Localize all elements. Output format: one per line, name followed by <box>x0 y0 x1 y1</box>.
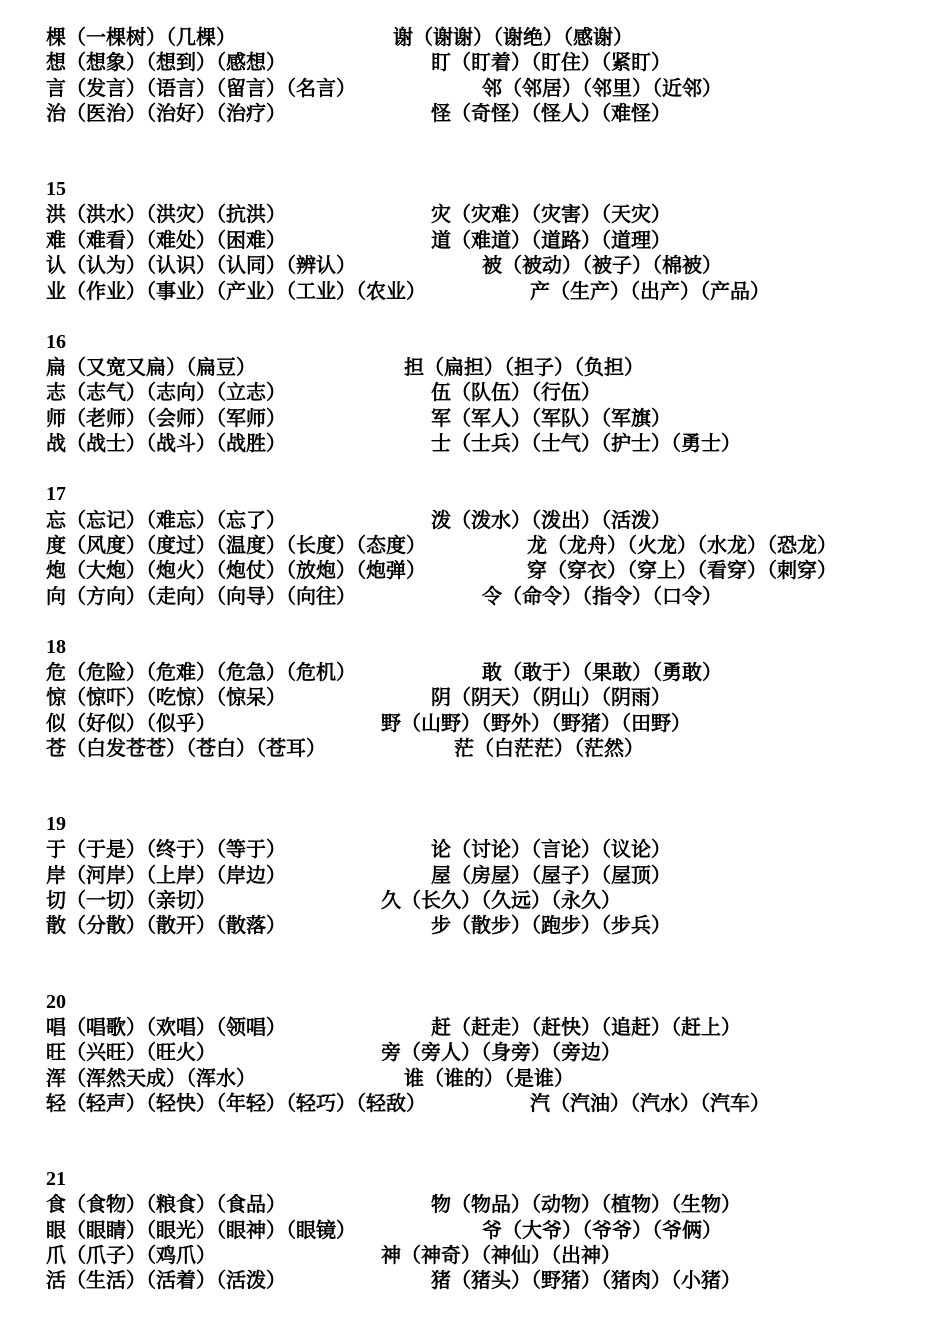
word-entry-left: 扁（又宽又扁）（扁豆） <box>46 355 256 379</box>
word-entry-left: 浑（浑然天成）（浑水） <box>46 1066 256 1090</box>
word-entry-right: 久（长久）（久远）（永久） <box>381 888 621 912</box>
word-entry-left: 危（危险）（危难）（危急）（危机） <box>46 660 356 684</box>
word-entry-left: 散（分散）（散开）（散落） <box>46 913 286 937</box>
word-entry-left: 向（方向）（走向）（向导）（向往） <box>46 584 356 608</box>
word-entry-left: 治（医治）（治好）（治疗） <box>46 101 286 125</box>
word-entry-right: 龙（龙舟）（火龙）（水龙）（恐龙） <box>527 533 837 557</box>
word-entry-right: 神（神奇）（神仙）（出神） <box>381 1243 621 1267</box>
word-entry-left: 惊（惊吓）（吃惊）（惊呆） <box>46 685 286 709</box>
word-entry-right: 赶（赶走）（赶快）（追赶）（赶上） <box>431 1015 741 1039</box>
word-entry-right: 猪（猪头）（野猪）（猪肉）（小猪） <box>431 1268 741 1292</box>
word-entry-left: 食（食物）（粮食）（食品） <box>46 1192 286 1216</box>
word-entry-left: 似（好似）（似乎） <box>46 711 216 735</box>
word-entry-right: 野（山野）（野外）（野猪）（田野） <box>381 711 691 735</box>
word-entry-right: 谢（谢谢）（谢绝）（感谢） <box>393 25 633 49</box>
word-entry-left: 棵（一棵树）（几棵） <box>46 25 236 49</box>
word-entry-right: 爷（大爷）（爷爷）（爷俩） <box>482 1218 722 1242</box>
lesson-number-16: 16 <box>46 331 66 353</box>
word-entry-right: 论（讨论）（言论）（议论） <box>431 837 671 861</box>
word-entry-left: 眼（眼睛）（眼光）（眼神）（眼镜） <box>46 1218 356 1242</box>
word-entry-left: 认（认为）（认识）（认同）（辨认） <box>46 253 356 277</box>
word-entry-right: 泼（泼水）（泼出）（活泼） <box>431 508 671 532</box>
word-entry-right: 士（士兵）（士气）（护士）（勇士） <box>431 431 741 455</box>
lesson-number-18: 18 <box>46 636 66 658</box>
lesson-number-19: 19 <box>46 813 66 835</box>
word-entry-left: 爪（爪子）（鸡爪） <box>46 1243 216 1267</box>
word-entry-left: 岸（河岸）（上岸）（岸边） <box>46 863 286 887</box>
word-entry-left: 唱（唱歌）（欢唱）（领唱） <box>46 1015 286 1039</box>
word-entry-left: 难（难看）（难处）（困难） <box>46 228 286 252</box>
word-entry-left: 度（风度）（度过）（温度）（长度）（态度） <box>46 533 426 557</box>
word-entry-left: 想（想象）（想到）（感想） <box>46 50 286 74</box>
word-entry-right: 令（命令）（指令）（口令） <box>482 584 722 608</box>
word-entry-left: 轻（轻声）（轻快）（年轻）（轻巧）（轻敌） <box>46 1091 426 1115</box>
lesson-number-20: 20 <box>46 991 66 1013</box>
word-entry-left: 忘（忘记）（难忘）（忘了） <box>46 508 286 532</box>
word-entry-right: 道（难道）（道路）（道理） <box>431 228 671 252</box>
word-entry-left: 言（发言）（语言）（留言）（名言） <box>46 76 356 100</box>
word-entry-right: 穿（穿衣）（穿上）（看穿）（刺穿） <box>527 558 837 582</box>
word-entry-right: 邻（邻居）（邻里）（近邻） <box>482 76 722 100</box>
word-entry-right: 旁（旁人）（身旁）（旁边） <box>381 1040 621 1064</box>
word-entry-right: 军（军人）（军队）（军旗） <box>431 406 671 430</box>
word-entry-right: 敢（敢于）（果敢）（勇敢） <box>482 660 722 684</box>
word-entry-left: 苍（白发苍苍）（苍白）（苍耳） <box>46 736 326 760</box>
word-entry-left: 活（生活）（活着）（活泼） <box>46 1268 286 1292</box>
word-entry-left: 旺（兴旺）（旺火） <box>46 1040 216 1064</box>
word-entry-right: 谁（谁的）（是谁） <box>404 1066 574 1090</box>
word-entry-left: 洪（洪水）（洪灾）（抗洪） <box>46 202 286 226</box>
word-entry-left: 师（老师）（会师）（军师） <box>46 406 286 430</box>
word-entry-left: 炮（大炮）（炮火）（炮仗）（放炮）（炮弹） <box>46 558 426 582</box>
word-entry-left: 战（战士）（战斗）（战胜） <box>46 431 286 455</box>
word-entry-right: 担（扁担）（担子）（负担） <box>404 355 644 379</box>
lesson-number-21: 21 <box>46 1168 66 1190</box>
word-entry-right: 茫（白茫茫）（茫然） <box>454 736 644 760</box>
word-entry-right: 被（被动）（被子）（棉被） <box>482 253 722 277</box>
word-entry-right: 伍（队伍）（行伍） <box>431 380 601 404</box>
word-entry-right: 步（散步）（跑步）（步兵） <box>431 913 671 937</box>
word-entry-right: 产（生产）（出产）（产品） <box>530 279 770 303</box>
word-entry-left: 志（志气）（志向）（立志） <box>46 380 286 404</box>
word-entry-right: 汽（汽油）（汽水）（汽车） <box>530 1091 770 1115</box>
word-entry-left: 切（一切）（亲切） <box>46 888 216 912</box>
lesson-number-17: 17 <box>46 483 66 505</box>
lesson-number-15: 15 <box>46 178 66 200</box>
word-entry-right: 阴（阴天）（阴山）（阴雨） <box>431 685 671 709</box>
word-entry-left: 业（作业）（事业）（产业）（工业）（农业） <box>46 279 426 303</box>
word-entry-right: 屋（房屋）（屋子）（屋顶） <box>431 863 671 887</box>
word-entry-right: 灾（灾难）（灾害）（天灾） <box>431 202 671 226</box>
word-entry-left: 于（于是）（终于）（等于） <box>46 837 286 861</box>
word-entry-right: 怪（奇怪）（怪人）（难怪） <box>431 101 671 125</box>
word-entry-right: 盯（盯着）（盯住）（紧盯） <box>431 50 671 74</box>
word-entry-right: 物（物品）（动物）（植物）（生物） <box>431 1192 741 1216</box>
